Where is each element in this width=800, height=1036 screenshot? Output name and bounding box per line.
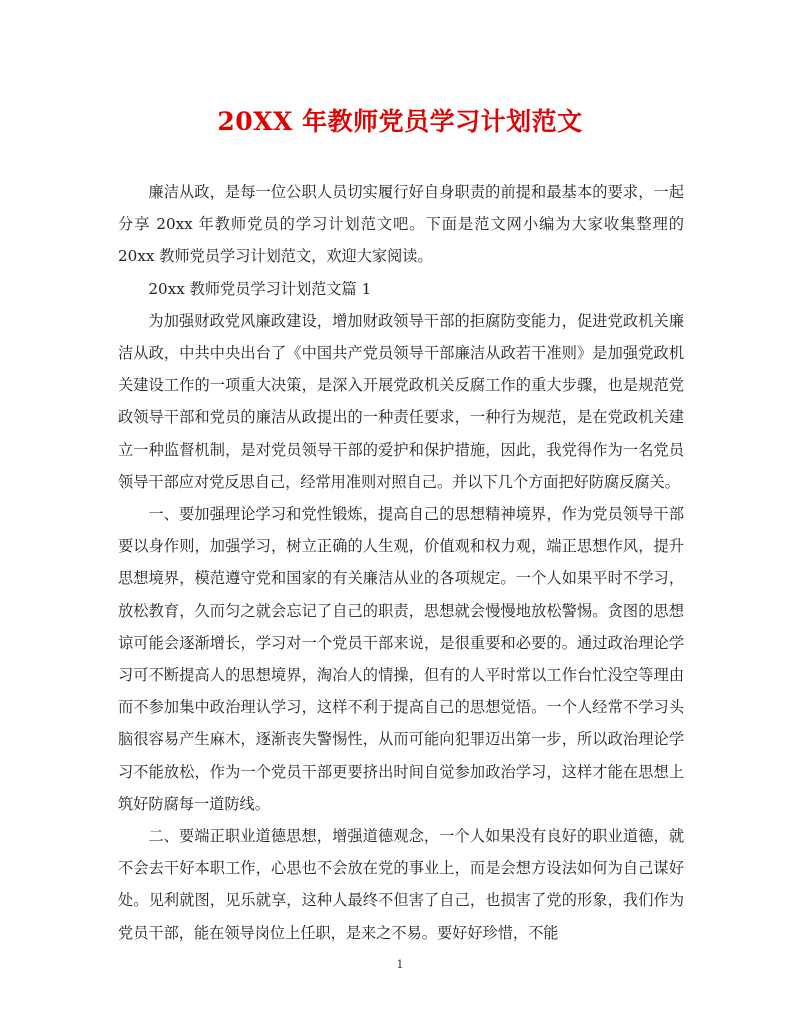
paragraph-point-two: 二、要端正职业道德思想，增强道德观念，一个人如果没有良好的职业道德，就不会去干好本职工作，心思也不会放在党的事业上，而是会想方设法如何为自己谋好处。见利就图，见乐就享，这种人最终不但害了自己，也损害了党的形象，我们作为党员干部，能在领导岗位上任职，是来之不易。要好好珍惜，不能	[118, 827, 684, 942]
document-body	[118, 176, 684, 949]
paragraph-background: 为加强财政党风廉政建设，增加财政领导干部的拒腐防变能力，促进党政机关廉洁从政，中共中央出台了《中国共产党员领导干部廉洁从政若干准则》是加强党政机关建设工作的一项重大决策，是深入开展党政机关反腐工作的重大步骤，也是规范党政领导干部和党员的廉洁从政提出的一种责任要求，一种行为规范，是在党政机关建立一种监督机制，是对党员领导干部的爱护和保护措施，因此，我党得作为一名党员领导干部应对党反思自己，经常用准则对照自己。并以下几个方面把好防腐反腐关。	[118, 311, 684, 491]
page-number: 1	[396, 958, 404, 971]
paragraph-intro: 廉洁从政，是每一位公职人员切实履行好自身职责的前提和最基本的要求，一起分享 20xx 年教师党员的学习计划范文吧。下面是范文网小编为大家收集整理的 20xx 教师党员学习计划范文，欢迎大家阅读。	[118, 183, 684, 266]
paragraph-point-one: 一、要加强理论学习和党性锻炼，提高自己的思想精神境界，作为党员领导干部要以身作则，加强学习，树立正确的人生观，价值观和权力观，端正思想作风，提升思想境界，模范遵守党和国家的有关廉洁从业的各项规定。一个人如果平时不学习，放松教育，久而匀之就会忘记了自己的职责，思想就会慢慢地放松警惕。贪图的思想谅可能会逐渐增长，学习对一个党员干部来说，是很重要和必要的。通过政治理论学习可不断提高人的思想境界，淘冶人的情操，但有的人平时常以工作台忙没空等理由而不参加集中政治理认学习，这样不利于提高自己的思想觉悟。一个人经常不学习头脑很容易产生麻木，逐渐丧失警惕性，从而可能向犯罪迈出第一步，所以政治理论学习不能放松，作为一个党员干部更要挤出时间自觉参加政治学习，这样才能在思想上筑好防腐每一道防线。	[118, 505, 684, 813]
document-title: 20XX 年教师党员学习计划范文	[217, 107, 583, 136]
section-heading: 20xx 教师党员学习计划范文篇 1	[148, 279, 372, 298]
